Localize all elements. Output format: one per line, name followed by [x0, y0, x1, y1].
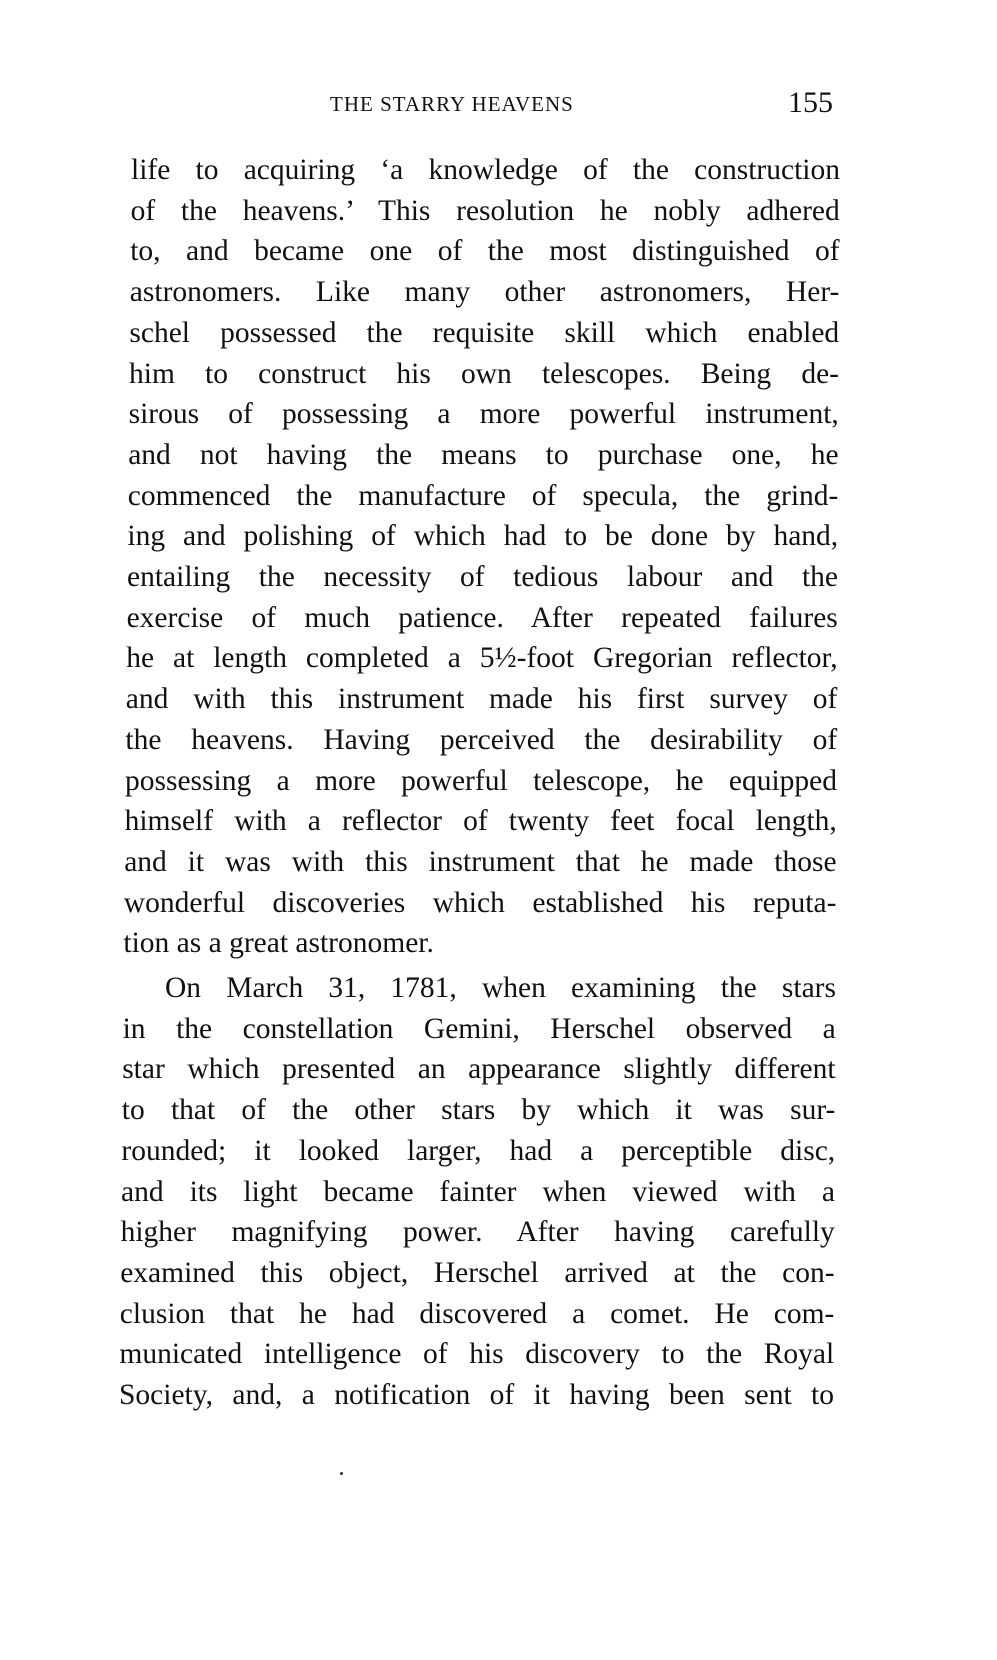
- text-line: to, and became one of the most distinguished of: [130, 235, 840, 268]
- text-line: and not having the means to purchase one, he: [128, 438, 839, 471]
- text-line: life to acquiring ‘a knowledge of the construction: [131, 154, 840, 186]
- text-line: him to construct his own telescopes. Being de-: [129, 357, 839, 390]
- text-line: On March 31, 1781, when examining the stars: [165, 972, 836, 1004]
- print-speck: [340, 1472, 343, 1475]
- text-line: astronomers. Like many other astronomers, Her-: [129, 276, 840, 309]
- text-line: wonderful discoveries which established his reputa-: [123, 886, 837, 919]
- text-line: in the constellation Gemini, Herschel observed a: [122, 1012, 836, 1045]
- text-line: himself with a reflector of twenty feet focal length,: [124, 805, 837, 838]
- text-line: examined this object, Herschel arrived at the con-: [120, 1256, 835, 1289]
- text-line: sirous of possessing a more powerful instrument,: [128, 398, 839, 431]
- text-line: schel possessed the requisite skill which enabled: [129, 316, 840, 349]
- text-line: the heavens. Having perceived the desirability of: [125, 723, 838, 756]
- text-line: star which presented an appearance slightly different: [122, 1053, 836, 1086]
- text-line: of the heavens.’ This resolution he nobly adhered: [130, 194, 840, 227]
- text-line: he at length completed a 5½-foot Gregorian reflector,: [126, 642, 838, 675]
- page-number: 155: [788, 86, 833, 119]
- running-header-title: THE STARRY HEAVENS: [330, 92, 574, 116]
- text-line: to that of the other stars by which it was sur-: [121, 1094, 836, 1127]
- text-line: possessing a more powerful telescope, he equipped: [125, 764, 837, 797]
- text-line: and its light became fainter when viewed with a: [121, 1175, 835, 1208]
- text-line: clusion that he had discovered a comet. He com-: [119, 1297, 835, 1330]
- text-line: and it was with this instrument that he made those: [124, 845, 837, 878]
- text-line: Society, and, a notification of it having been sent to: [119, 1379, 834, 1411]
- text-line: municated intelligence of his discovery to the Royal: [119, 1338, 835, 1371]
- text-line: commenced the manufacture of specula, the grind-: [127, 479, 839, 512]
- text-line: rounded; it looked larger, had a perceptible disc,: [121, 1134, 836, 1167]
- text-line: tion as a great astronomer.: [123, 927, 434, 960]
- text-line: higher magnifying power. After having carefully: [120, 1216, 835, 1249]
- text-line: exercise of much patience. After repeated failures: [126, 601, 838, 634]
- text-line: and with this instrument made his first survey of: [125, 683, 838, 716]
- text-line: ing and polishing of which had to be done by hand,: [127, 520, 839, 553]
- text-line: entailing the necessity of tedious labour and the: [127, 561, 838, 593]
